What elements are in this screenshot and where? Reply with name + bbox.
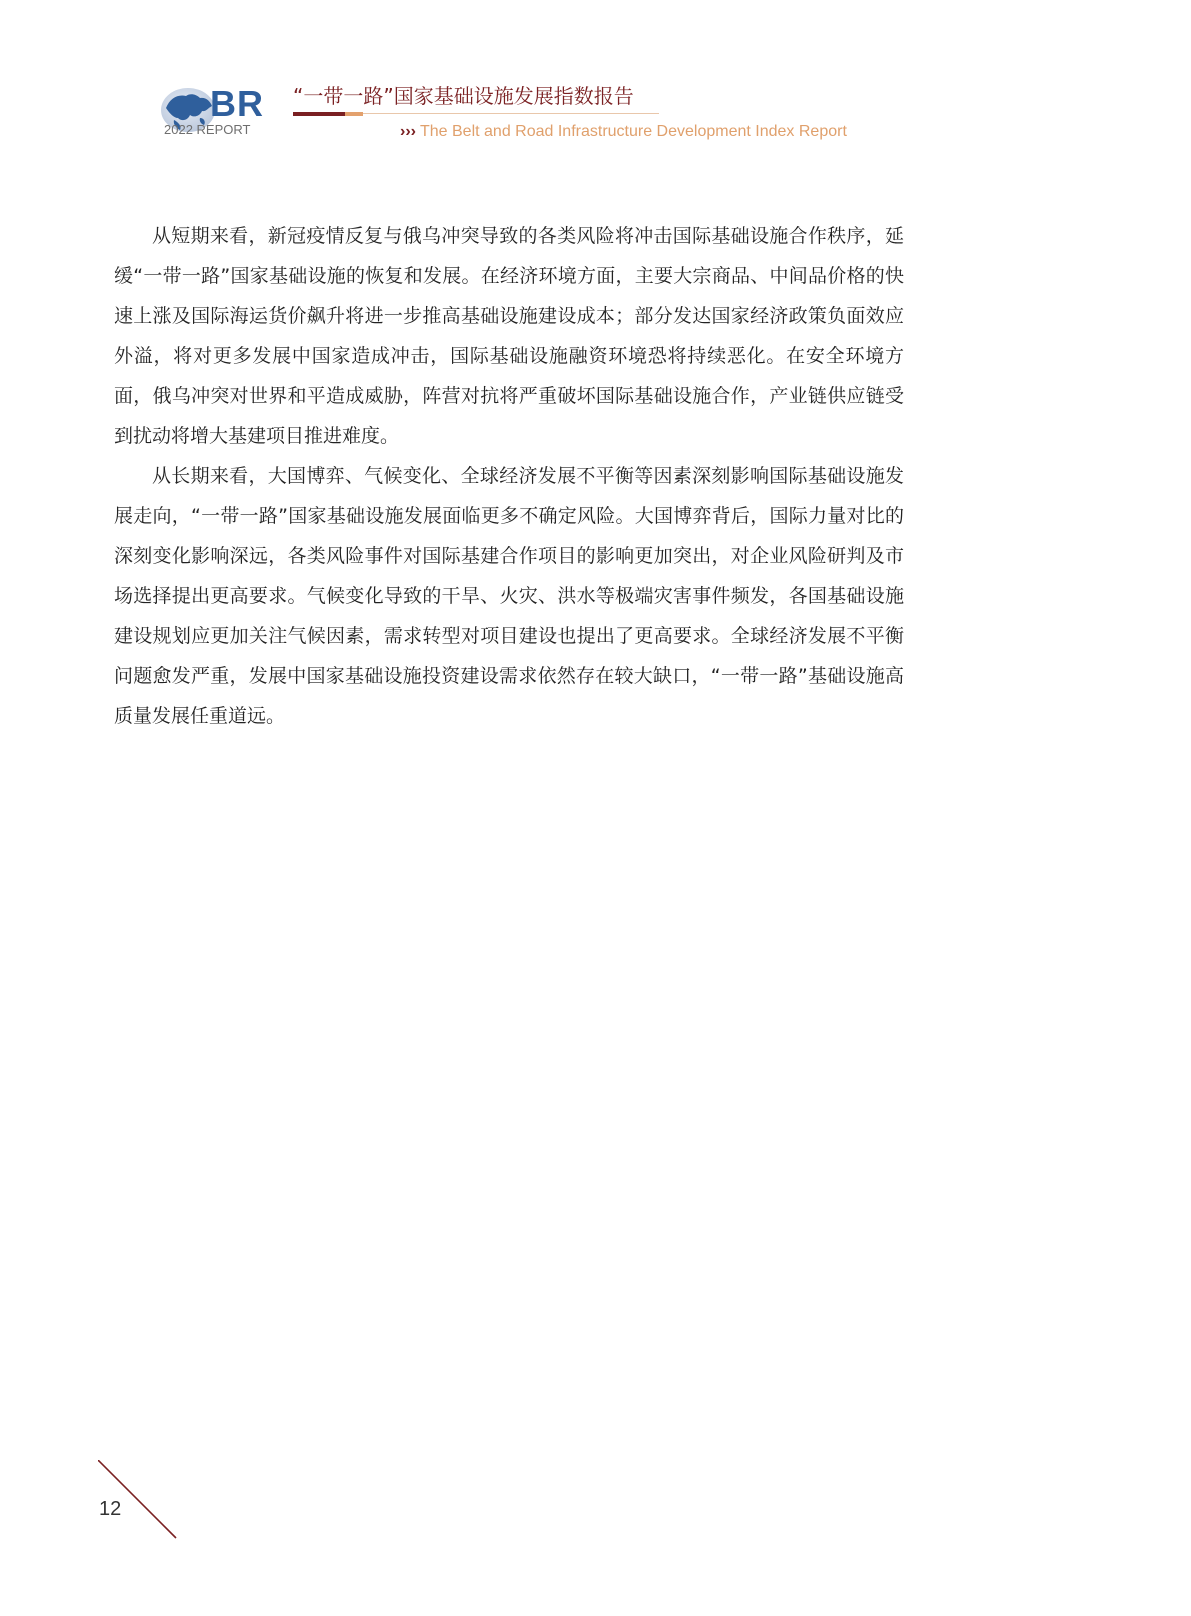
page-number: 12 (99, 1498, 122, 1520)
title-underline (293, 112, 659, 116)
report-subtitle: The Belt and Road Infrastructure Development Index Report (419, 123, 847, 140)
underline-dark-segment (293, 112, 345, 116)
report-subtitle-row (400, 122, 847, 142)
chevrons-icon: ››› (400, 123, 416, 140)
report-logo (160, 82, 270, 142)
logo-year-text: 2022 REPORT (164, 122, 251, 137)
body-text (114, 216, 904, 736)
report-title: “一带一路”国家基础设施发展指数报告 (293, 84, 634, 108)
underline-orange-segment (345, 112, 363, 116)
paragraph-short-term: 从短期来看，新冠疫情反复与俄乌冲突导致的各类风险将冲击国际基础设施合作秩序，延缓“一带一路”国家基础设施的恢复和发展。在经济环境方面，主要大宗商品、中间品价格的快速上涨及国际海运货价飙升将进一步推高基础设施建设成本；部分发达国家经济政策负面效应外溢，将对更多发展中国家造成冲击，国际基础设施融资环境恐将持续恶化。在安全环境方面，俄乌冲突对世界和平造成威胁，阵营对抗将严重破坏国际基础设施合作，产业链供应链受到扰动将增大基建项目推进难度。 (114, 225, 904, 447)
logo-letters: BR (210, 83, 264, 124)
underline-light-segment (363, 113, 659, 114)
paragraph-long-term: 从长期来看，大国博弈、气候变化、全球经济发展不平衡等因素深刻影响国际基础设施发展走向，“一带一路”国家基础设施发展面临更多不确定风险。大国博弈背后，国际力量对比的深刻变化影响深远，各类风险事件对国际基建合作项目的影响更加突出，对企业风险研判及市场选择提出更高要求。气候变化导致的干旱、火灾、洪水等极端灾害事件频发，各国基础设施建设规划应更加关注气候因素，需求转型对项目建设也提出了更高要求。全球经济发展不平衡问题愈发严重，发展中国家基础设施投资建设需求依然存在较大缺口，“一带一路”基础设施高质量发展任重道远。 (114, 465, 904, 727)
